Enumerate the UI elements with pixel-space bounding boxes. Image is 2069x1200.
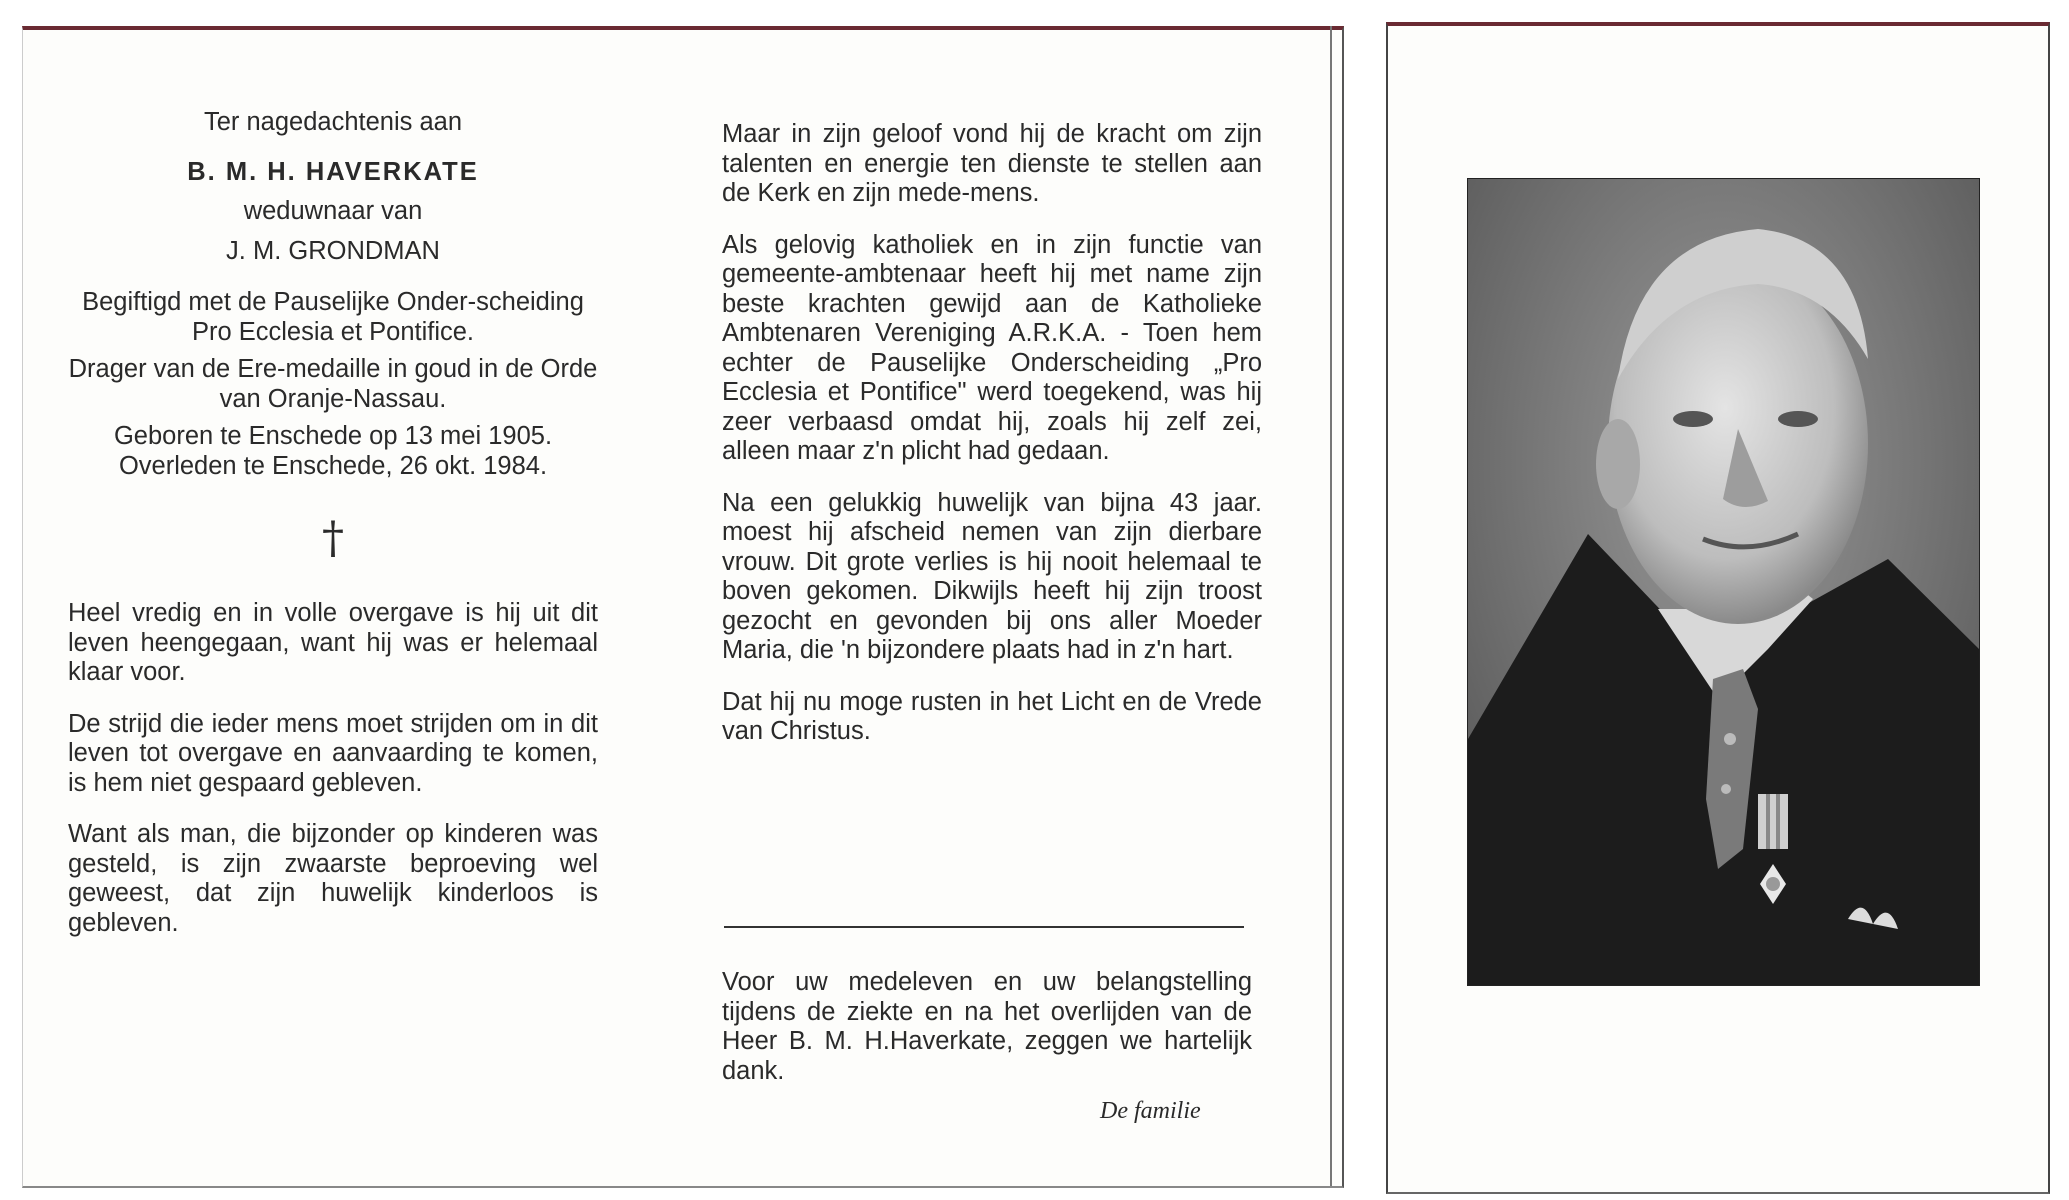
- death-line: Overleden te Enschede, 26 okt. 1984.: [118, 451, 548, 480]
- thanks-text: Voor uw medeleven en uw belangstelling tijdens de ziekte en na het overlijden van de Heer B. M. H.Haverkate, zeggen we hartelijk dank.: [722, 968, 1252, 1085]
- left-paragraph: De strijd die ieder mens moet strijden om in dit leven tot overgave en aanvaarding te komen, is hem niet gespaard gebleven.: [68, 709, 598, 797]
- relation-line: weduwnaar van: [243, 197, 423, 225]
- left-column: [68, 108, 598, 960]
- card-fold-line: [1330, 26, 1332, 1186]
- middle-paragraph: Als gelovig katholiek en in zijn functie van gemeente-ambtenaar heeft hij met name zijn beste krachten gewijd aan de Katholieke Ambtenaren Vereniging A.R.K.A. - Toen hem echter de Pauselijke Onderscheiding „Pro Ecclesia et Pontifice" werd toegekend, was hij zeer verbaasd omdat hij, zoals hij zelf zei, alleen maar z'n plicht had gedaan.: [722, 230, 1262, 465]
- deceased-name: B. M. H. HAVERKATE: [187, 157, 479, 186]
- honor-medal: Drager van de Ere-medaille in goud in de Orde van Oranje-Nassau.: [68, 355, 598, 413]
- portrait-photo: [1467, 178, 1980, 986]
- left-paragraph: Want als man, die bijzonder op kinderen was gesteld, is zijn zwaarste beproeving wel geweest, dat zijn huwelijk kinderloos is gebleven.: [68, 820, 598, 937]
- divider-line: [724, 926, 1244, 928]
- middle-paragraph: Dat hij nu moge rusten in het Licht en de Vrede van Christus.: [722, 687, 1262, 745]
- birth-line: Geboren te Enschede op 13 mei 1905.: [113, 422, 553, 450]
- portrait-illustration: [1468, 179, 1979, 985]
- middle-paragraph: Maar in zijn geloof vond hij de kracht om zijn talenten en energie ten dienste te stellen aan de Kerk en zijn mede-mens.: [722, 120, 1262, 207]
- middle-column: [722, 120, 1262, 769]
- intro-line: Ter nagedachtenis aan: [203, 108, 463, 136]
- middle-paragraph: Na een gelukkig huwelijk van bijna 43 jaar. moest hij afscheid nemen van zijn dierbare vrouw. Dit grote verlies is hij nooit helemaal te boven gekomen. Dikwijls heeft hij zijn troost gezocht en gevonden bij ons aller Moeder Maria, die 'n bijzondere plaats had in z'n hart.: [722, 488, 1262, 664]
- thanks-block: [722, 968, 1252, 1086]
- honor-papal: Begiftigd met de Pauselijke Onder-scheiding Pro Ecclesia et Pontifice.: [82, 288, 584, 346]
- signature: De familie: [1100, 1098, 1201, 1124]
- cross-icon: †: [322, 513, 344, 564]
- left-paragraph: Heel vredig en in volle overgave is hij uit dit leven heengegaan, want hij was er helemaal klaar voor.: [68, 599, 598, 686]
- spouse-name: J. M. GRONDMAN: [226, 236, 440, 265]
